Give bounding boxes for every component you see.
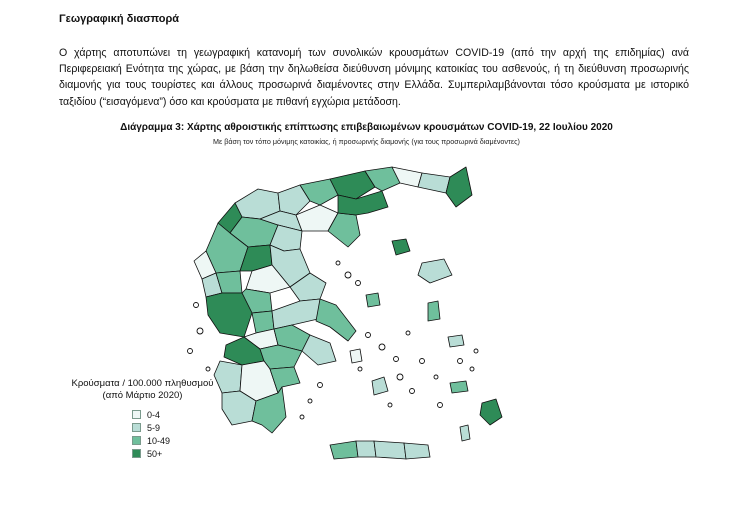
legend-items <box>132 408 215 460</box>
legend-title <box>70 378 215 402</box>
legend-item <box>132 434 215 447</box>
map-svg <box>160 155 640 485</box>
region-andros <box>350 349 362 363</box>
region-rodopi <box>418 173 450 193</box>
region-karpathos <box>460 425 470 441</box>
region-lasithi <box>404 443 430 459</box>
legend-swatch <box>132 410 141 419</box>
region-aitoloakarnania <box>206 293 252 337</box>
region-ilia <box>214 361 242 393</box>
region-limnos <box>392 239 410 255</box>
legend-title-line2: (από Μάρτιο 2020) <box>102 390 183 401</box>
legend-label: 10-49 <box>147 435 171 446</box>
region-naxos <box>372 377 388 395</box>
intro-paragraph: Ο χάρτης αποτυπώνει τη γεωγραφική κατανομή των συνολικών κρουσμάτων COVID-19 (από την αρχή της επιδημίας) ανά Περιφερειακή Ενότητα της χώρας, με βάση την δηλωθείσα διεύθυνση μόνιμης κατοικίας του ασθενούς, ή τη διεύθυνση προσωρινής διαμονής για τους τουρίστες και άλλους προσωρινά διαμένοντες στην Ελλάδα. Συμπεριλαμβάνονται τόσο κρούσματα με ιστορικό ταξιδίου (“εισαγόμενα”) όσο και κρούσματα με πιθανή εγχώρια μετάδοση. <box>59 47 689 108</box>
legend-swatch <box>132 449 141 458</box>
legend-item <box>132 447 215 460</box>
legend-swatch <box>132 423 141 432</box>
greece-choropleth-map <box>160 155 640 485</box>
section-heading: Γεωγραφική διασπορά <box>59 13 180 25</box>
legend-label: 5-9 <box>147 422 161 433</box>
crete-east <box>374 441 430 459</box>
legend-title-line1: Κρούσματα / 100.000 πληθυσμού <box>71 378 214 389</box>
legend-label: 50+ <box>147 448 163 459</box>
figure-title: Διάγραμμα 3: Χάρτης αθροιστικής επίπτωσης επιβεβαιωμένων κρουσμάτων COVID-19, 22 Ιουλίου 2020 <box>120 122 613 133</box>
region-chios <box>428 301 440 321</box>
region-rodos <box>480 399 502 425</box>
region-fthiotida <box>272 299 320 329</box>
legend-label: 0-4 <box>147 409 161 420</box>
legend-item <box>132 408 215 421</box>
region-skyros <box>366 293 380 307</box>
region-lesvos <box>418 259 452 283</box>
region-kos <box>450 381 468 393</box>
map-regions <box>194 167 502 459</box>
figure-subtitle: Με βάση τον τόπο μόνιμης κατοικίας, ή προσωρινής διαμονής (για τους προσωρινά διαμένοντες) <box>213 137 520 146</box>
region-evia <box>316 299 356 341</box>
legend-swatch <box>132 436 141 445</box>
region-samos <box>448 335 464 347</box>
region-evros <box>446 167 472 207</box>
region-irakleio <box>374 441 406 459</box>
map-legend <box>70 378 215 460</box>
legend-item <box>132 421 215 434</box>
region-rethymno <box>356 441 376 457</box>
region-chania <box>330 441 358 459</box>
